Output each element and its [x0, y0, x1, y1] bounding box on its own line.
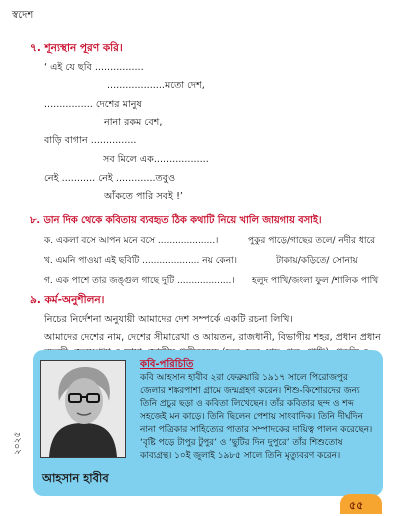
author-portrait — [40, 360, 126, 458]
match-options-ga: হলুদ পাখি/জংলা ফুল /শালিক পাখি — [252, 276, 379, 286]
section-8-title: ৮. ডান দিক থেকে কবিতায় ব্যবহৃত ঠিক কথাটি নিয়ে খালি জায়গায় বসাই। — [30, 215, 322, 226]
fill-line-3: ................ দেশের মানুষ — [44, 99, 142, 110]
fill-line-7: নেই ........... নেই .............তবুও — [44, 173, 176, 184]
section-7-title: ৭. শূন্যস্থান পূরণ করি। — [30, 42, 123, 54]
match-item-kha: খ. এমনি পাওয়া এই ছবিটি .................... নয় কেনা। — [44, 256, 237, 266]
page-number: ৫৫ — [349, 499, 364, 512]
match-item-ga: গ. এক পাশে তার জঙ্গুল গাছে দুটি ...................। — [44, 276, 235, 286]
bio-title: কবি-পরিচিতি — [140, 359, 194, 370]
chapter-header: স্বদেশ — [12, 10, 34, 21]
section-9-prompt: আমাদের দেশের নাম, দেশের সীমারেখা ও আয়তন, রাজধানী, বিভাগীয় শহর, প্রধান প্রধান — [44, 332, 381, 343]
section-9-instruction: নিচের নির্দেশনা অনুযায়ী আমাদের দেশ সম্পর্কে একটি রচনা লিখি। — [44, 314, 293, 325]
bio-text: কবি আহসান হাবীব ২রা ফেব্রুয়ারি ১৯১৭ সালে পিরোজপুর জেলার শঙ্করপাশা গ্রামে জন্মগ্রহণ করেন। শিশু-কিশোরদের জন্য তিনি প্রচুর ছড়া ও কবিতা লিখেছেন। তাঁর কবিতার ছন্দ ও শব্দ সহজেই মন কাড়ে। তিনি ছিলেন পেশায় সাংবাদিক। তিনি দীর্ঘদিন নানা পত্রিকার সাহিত্যের পাতার সম্পাদকের দায়িত্ব পালন করেছেন। ‘বৃষ্টি পড়ে টাপুর টুপুর’ ও ‘ছুটির দিন দুপুরে’ তাঁর শিশুতোষ কাব্যগ্রন্থ। ১০ই জুলাই ১৯৮৫ সালে তিনি মৃত্যুবরণ করেন। — [140, 373, 373, 461]
fill-line-2: ...................মতো দেশ, — [107, 80, 205, 91]
fill-line-1: ‘ এই যে ছবি ................ — [44, 62, 144, 73]
author-name-caption: আহসান হাবীব — [42, 471, 109, 485]
section-9-title: ৯. কর্ম-অনুশীলন। — [30, 294, 105, 306]
fill-line-8: আঁকতে পারি সবই !’ — [104, 191, 183, 202]
fill-line-6: সব মিলে এক.................. — [103, 154, 209, 165]
side-year-number: ২০২৫ — [13, 431, 23, 455]
match-options-kha: টাকায়/কড়িতে/ সোনায় — [276, 256, 358, 266]
fill-line-4: নানা রকম বেশ, — [104, 117, 163, 128]
match-item-ka: ক. একলা বসে আপন মনে বসে ....................। — [44, 236, 219, 246]
fill-line-5: বাড়ি বাগান ............... — [44, 135, 137, 146]
portrait-image — [41, 361, 125, 457]
match-options-ka: পুকুর পাড়ে/গাছের তলে/ নদীর ধারে — [248, 236, 376, 246]
